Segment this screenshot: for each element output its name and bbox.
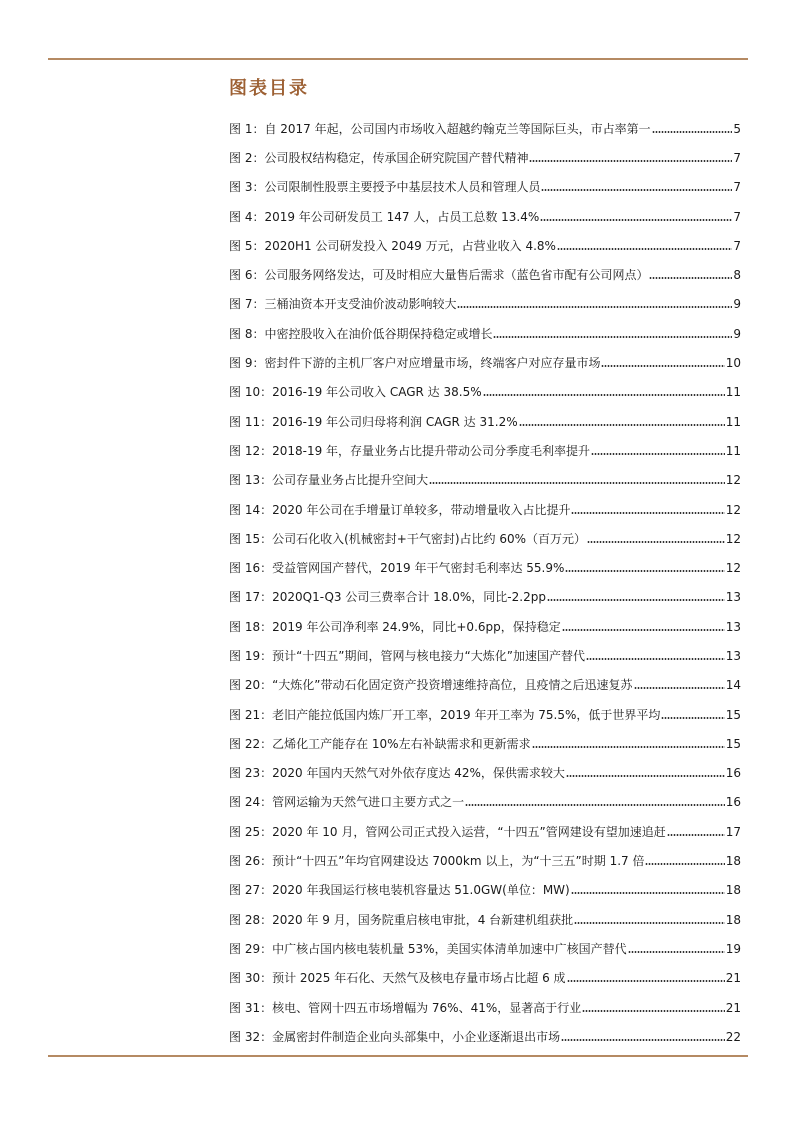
toc-entry-label[interactable]: 图 1：自 2017 年起，公司国内市场收入超越约翰克兰等国际巨头，市占率第一 (229, 121, 651, 136)
toc-entry[interactable] (229, 612, 741, 641)
toc-entry-page-number[interactable]: 8 (733, 268, 741, 283)
dot-leader (586, 657, 725, 661)
dot-leader (483, 393, 725, 397)
toc-entry[interactable] (229, 260, 741, 289)
dot-leader (661, 716, 724, 720)
toc-entry-page-number[interactable]: 10 (725, 356, 741, 371)
dot-leader (540, 218, 732, 222)
toc-entry-label[interactable]: 图 14：2020 年公司在手增量订单较多，带动增量收入占比提升 (229, 502, 571, 517)
table-of-figures (229, 114, 741, 1052)
toc-entry-page-number[interactable]: 11 (725, 443, 741, 458)
toc-entry-label[interactable]: 图 19：预计“十四五”期间，管网与核电接力“大炼化”加速国产替代 (229, 648, 585, 663)
toc-entry-page-number[interactable]: 11 (725, 414, 741, 429)
dot-leader (541, 188, 732, 192)
toc-entry-label[interactable]: 图 22：乙烯化工产能存在 10%左右补缺需求和更新需求 (229, 736, 531, 751)
toc-entry[interactable] (229, 671, 741, 700)
dot-leader (571, 891, 725, 895)
dot-leader (567, 979, 725, 983)
toc-entry-label[interactable]: 图 10：2016-19 年公司收入 CAGR 达 38.5% (229, 385, 482, 400)
dot-leader (566, 774, 725, 778)
toc-entry[interactable] (229, 348, 741, 377)
toc-entry[interactable] (229, 466, 741, 495)
toc-entry-page-number[interactable]: 7 (733, 150, 741, 165)
toc-entry[interactable] (229, 378, 741, 407)
toc-entry[interactable] (229, 700, 741, 729)
toc-entry-page-number[interactable]: 12 (725, 531, 741, 546)
toc-entry-page-number[interactable]: 15 (725, 707, 741, 722)
toc-entry-page-number[interactable]: 16 (725, 795, 741, 810)
dot-leader (582, 1009, 724, 1013)
toc-entry[interactable] (229, 964, 741, 993)
toc-entry-page-number[interactable]: 12 (725, 473, 741, 488)
toc-entry-page-number[interactable]: 17 (725, 824, 741, 839)
toc-entry[interactable] (229, 641, 741, 670)
dot-leader (529, 159, 732, 163)
toc-entry-label[interactable]: 图 15：公司石化收入(机械密封+干气密封)占比约 60%（百万元） (229, 531, 586, 546)
dot-leader (591, 452, 725, 456)
dot-leader (649, 276, 732, 280)
toc-entry[interactable] (229, 729, 741, 758)
toc-entry-label[interactable]: 图 12：2018-19 年，存量业务占比提升带动公司分季度毛利率提升 (229, 443, 591, 458)
dot-leader (547, 598, 725, 602)
toc-entry[interactable] (229, 788, 741, 817)
dot-leader (601, 364, 724, 368)
dot-leader (667, 833, 725, 837)
toc-entry-label[interactable]: 图 5：2020H1 公司研发投入 2049 万元，占营业收入 4.8% (229, 238, 556, 253)
toc-entry-page-number[interactable]: 18 (725, 854, 741, 869)
toc-entry-page-number[interactable]: 12 (725, 502, 741, 517)
toc-entry-label[interactable]: 图 18：2019 年公司净利率 24.9%，同比+0.6pp，保持稳定 (229, 619, 561, 634)
dot-leader (574, 921, 725, 925)
toc-entry-label[interactable]: 图 4：2019 年公司研发员工 147 人，占员工总数 13.4% (229, 209, 540, 224)
dot-leader (634, 686, 725, 690)
toc-entry[interactable] (229, 759, 741, 788)
toc-entry-label[interactable]: 图 31：核电、管网十四五市场增幅为 76%、41%，显著高于行业 (229, 1000, 582, 1015)
toc-entry-page-number[interactable]: 13 (725, 619, 741, 634)
dot-leader (532, 745, 725, 749)
toc-entry[interactable] (229, 173, 741, 202)
toc-entry-label[interactable]: 图 2：公司股权结构稳定，传承国企研究院国产替代精神 (229, 150, 529, 165)
dot-leader (429, 481, 725, 485)
toc-entry-page-number[interactable]: 19 (725, 941, 741, 956)
toc-entry-page-number[interactable]: 13 (725, 590, 741, 605)
toc-entry[interactable] (229, 934, 741, 963)
toc-entry[interactable] (229, 231, 741, 260)
toc-entry[interactable] (229, 407, 741, 436)
toc-entry-label[interactable]: 图 27：2020 年我国运行核电装机容量达 51.0GW(单位：MW) (229, 883, 570, 898)
dot-leader (557, 247, 732, 251)
toc-entry[interactable] (229, 583, 741, 612)
toc-entry-label[interactable]: 图 21：老旧产能拉低国内炼厂开工率，2019 年开工率为 75.5%，低于世界平均 (229, 707, 661, 722)
toc-entry-page-number[interactable]: 5 (733, 121, 741, 136)
toc-entry[interactable] (229, 1022, 741, 1051)
toc-entry-label[interactable]: 图 8：中密控股收入在油价低谷期保持稳定或增长 (229, 326, 493, 341)
toc-entry-label[interactable]: 图 24：管网运输为天然气进口主要方式之一 (229, 795, 465, 810)
toc-entry-page-number[interactable]: 7 (733, 180, 741, 195)
dot-leader (562, 628, 725, 632)
dot-leader (465, 803, 725, 807)
toc-entry[interactable] (229, 524, 741, 553)
toc-entry-page-number[interactable]: 9 (733, 297, 741, 312)
toc-entry-label[interactable]: 图 7：三桶油资本开支受油价波动影响较大 (229, 297, 457, 312)
toc-entry-label[interactable]: 图 20：“大炼化”带动石化固定资产投资增速维持高位，且疫情之后迅速复苏 (229, 678, 633, 693)
dot-leader (565, 569, 724, 573)
footer-rule (48, 1055, 748, 1057)
toc-entry-label[interactable]: 图 6：公司服务网络发达，可及时相应大量售后需求（蓝色省市配有公司网点） (229, 268, 649, 283)
toc-entry-label[interactable]: 图 30：预计 2025 年石化、天然气及核电存量市场占比超 6 成 (229, 971, 566, 986)
toc-entry-page-number[interactable]: 16 (725, 766, 741, 781)
toc-entry-page-number[interactable]: 18 (725, 912, 741, 927)
toc-entry[interactable] (229, 817, 741, 846)
toc-entry-label[interactable]: 图 9：密封件下游的主机厂客户对应增量市场，终端客户对应存量市场 (229, 356, 601, 371)
dot-leader (652, 130, 733, 134)
toc-entry-label[interactable]: 图 11：2016-19 年公司归母将利润 CAGR 达 31.2% (229, 414, 518, 429)
dot-leader (561, 1038, 725, 1042)
dot-leader (587, 540, 725, 544)
toc-entry[interactable] (229, 290, 741, 319)
dot-leader (645, 862, 724, 866)
toc-entry-page-number[interactable]: 21 (725, 1000, 741, 1015)
toc-entry-page-number[interactable]: 14 (725, 678, 741, 693)
toc-entry-label[interactable]: 图 25：2020 年 10 月，管网公司正式投入运营，“十四五”管网建设有望加速追赶 (229, 824, 666, 839)
page-title: 图表目录 (229, 78, 309, 99)
dot-leader (628, 950, 725, 954)
toc-entry-label[interactable]: 图 3：公司限制性股票主要授予中基层技术人员和管理人员 (229, 180, 541, 195)
toc-entry-label[interactable]: 图 16：受益管网国产替代，2019 年干气密封毛利率达 55.9% (229, 561, 565, 576)
toc-entry[interactable] (229, 319, 741, 348)
toc-entry[interactable] (229, 993, 741, 1022)
toc-entry[interactable] (229, 436, 741, 465)
toc-entry-label[interactable]: 图 26：预计“十四五”年均官网建设达 7000km 以上，为“十三五”时期 1.7 倍 (229, 854, 645, 869)
toc-entry-label[interactable]: 图 13：公司存量业务占比提升空间大 (229, 473, 429, 488)
toc-entry-page-number[interactable]: 12 (725, 561, 741, 576)
toc-entry[interactable] (229, 905, 741, 934)
toc-entry-label[interactable]: 图 29：中广核占国内核电装机量 53%，美国实体清单加速中广核国产替代 (229, 941, 627, 956)
toc-entry-page-number[interactable]: 22 (725, 1029, 741, 1044)
dot-leader (519, 423, 725, 427)
toc-entry-label[interactable]: 图 32：金属密封件制造企业向头部集中，小企业逐渐退出市场 (229, 1029, 561, 1044)
toc-entry[interactable] (229, 143, 741, 172)
toc-entry-label[interactable]: 图 23：2020 年国内天然气对外依存度达 42%，保供需求较大 (229, 766, 565, 781)
toc-entry-label[interactable]: 图 28：2020 年 9 月，国务院重启核电审批，4 台新建机组获批 (229, 912, 574, 927)
dot-leader (457, 305, 732, 309)
toc-entry-page-number[interactable]: 13 (725, 648, 741, 663)
toc-entry-page-number[interactable]: 7 (733, 238, 741, 253)
toc-entry[interactable] (229, 114, 741, 143)
toc-entry-page-number[interactable]: 18 (725, 883, 741, 898)
header-rule (48, 58, 748, 60)
toc-entry[interactable] (229, 846, 741, 875)
dot-leader (571, 511, 724, 515)
toc-entry-label[interactable]: 图 17：2020Q1-Q3 公司三费率合计 18.0%，同比-2.2pp (229, 590, 546, 605)
toc-entry-page-number[interactable]: 7 (733, 209, 741, 224)
dot-leader (493, 335, 732, 339)
toc-entry[interactable] (229, 876, 741, 905)
toc-entry-page-number[interactable]: 11 (725, 385, 741, 400)
toc-entry[interactable] (229, 202, 741, 231)
toc-entry-page-number[interactable]: 9 (733, 326, 741, 341)
toc-entry[interactable] (229, 495, 741, 524)
toc-entry-page-number[interactable]: 21 (725, 971, 741, 986)
toc-entry[interactable] (229, 553, 741, 582)
toc-entry-page-number[interactable]: 15 (725, 736, 741, 751)
